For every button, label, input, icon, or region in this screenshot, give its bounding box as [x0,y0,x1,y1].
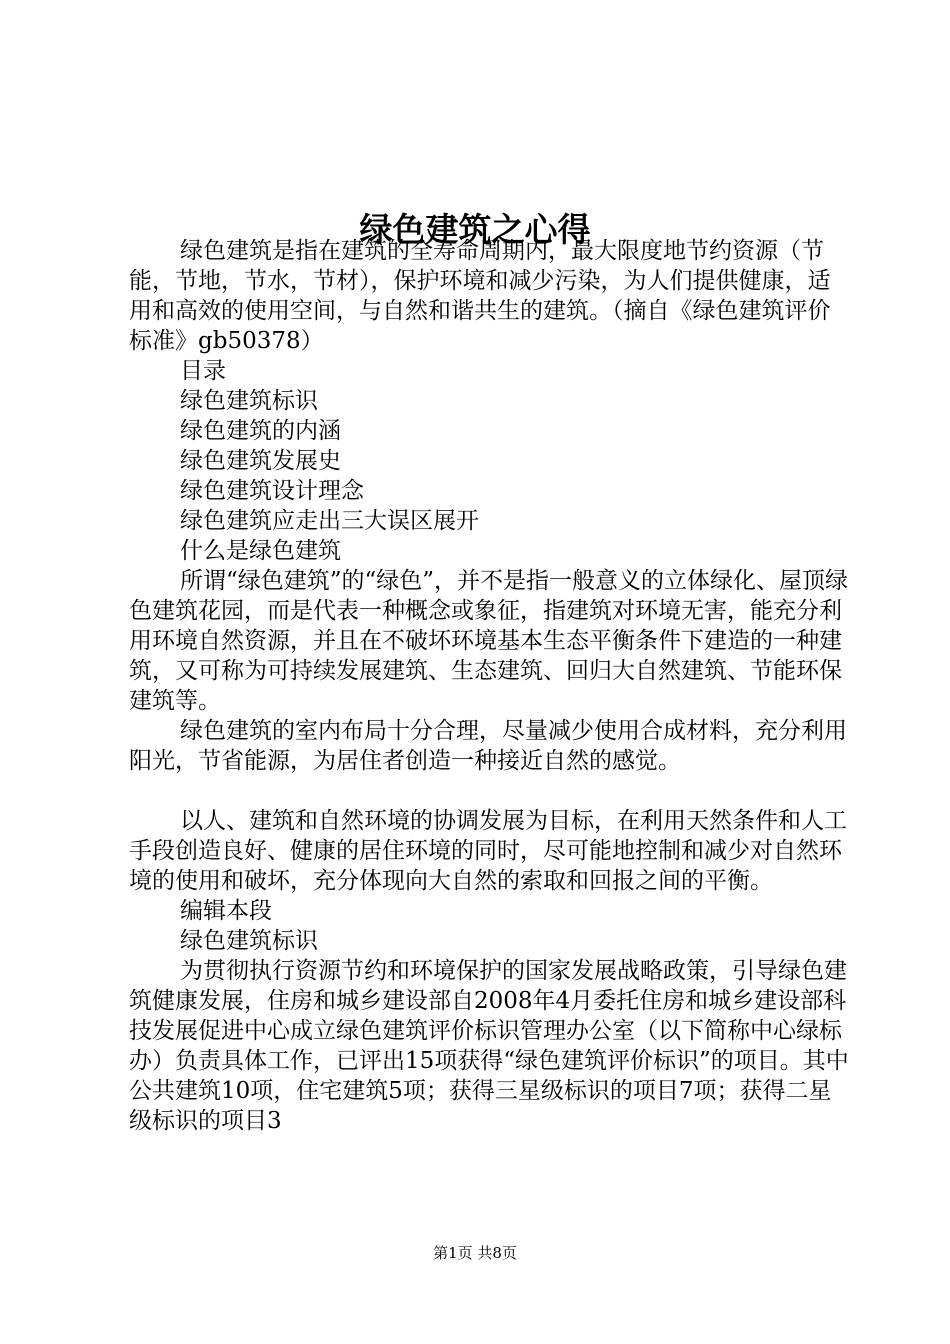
blank-line [129,776,849,806]
toc-heading: 目录 [180,358,226,384]
section-heading: 什么是绿色建筑 [180,538,341,564]
paragraph: 为贯彻执行资源节约和环境保护的国家发展战略政策，引导绿色建筑健康发展，住房和城乡建设部自2008年4月委托住房和城乡建设部科技发展促进中心成立绿色建筑评价标识管理办公室（以下简称中心绿标办）负责具体工作，已评出15项获得“绿色建筑评价标识”的项目。其中公共建筑10项，住宅建筑5项；获得三星级标识的项目7项；获得二星级标识的项目3 [129,958,849,1134]
section-heading: 绿色建筑标识 [180,928,318,954]
document-body [129,236,849,1136]
paragraph: 绿色建筑的室内布局十分合理，尽量减少使用合成材料，充分利用阳光，节省能源，为居住者创造一种接近自然的感觉。 [129,718,847,774]
edit-section-label: 编辑本段 [180,898,272,924]
paragraph: 所谓“绿色建筑”的“绿色”，并不是指一般意义的立体绿化、屋顶绿色建筑花园，而是代表一种概念或象征，指建筑对环境无害，能充分利用环境自然资源，并且在不破坏环境基本生态平衡条件下建造的一种建筑，又可称为可持续发展建筑、生态建筑、回归大自然建筑、节能环保建筑等。 [129,568,849,714]
document-title: 绿色建筑之心得 [359,210,591,250]
toc-item: 绿色建筑的内涵 [180,418,341,444]
toc-item: 绿色建筑设计理念 [180,478,364,504]
paragraph: 以人、建筑和自然环境的协调发展为目标，在利用天然条件和人工手段创造良好、健康的居住环境的同时，尽可能地控制和减少对自然环境的使用和破坏，充分体现向大自然的索取和回报之间的平衡。 [129,808,847,894]
toc-item: 绿色建筑标识 [180,388,318,414]
paragraph-definition: 绿色建筑是指在建筑的全寿命周期内，最大限度地节约资源（节能，节地，节水，节材），保护环境和减少污染，为人们提供健康，适用和高效的使用空间，与自然和谐共生的建筑。（摘自《绿色建筑评价标准》gb50378） [129,238,831,354]
toc-item: 绿色建筑应走出三大误区展开 [180,508,479,534]
toc-item: 绿色建筑发展史 [180,448,341,474]
page-footer: 第1页 共8页 [433,1244,517,1262]
